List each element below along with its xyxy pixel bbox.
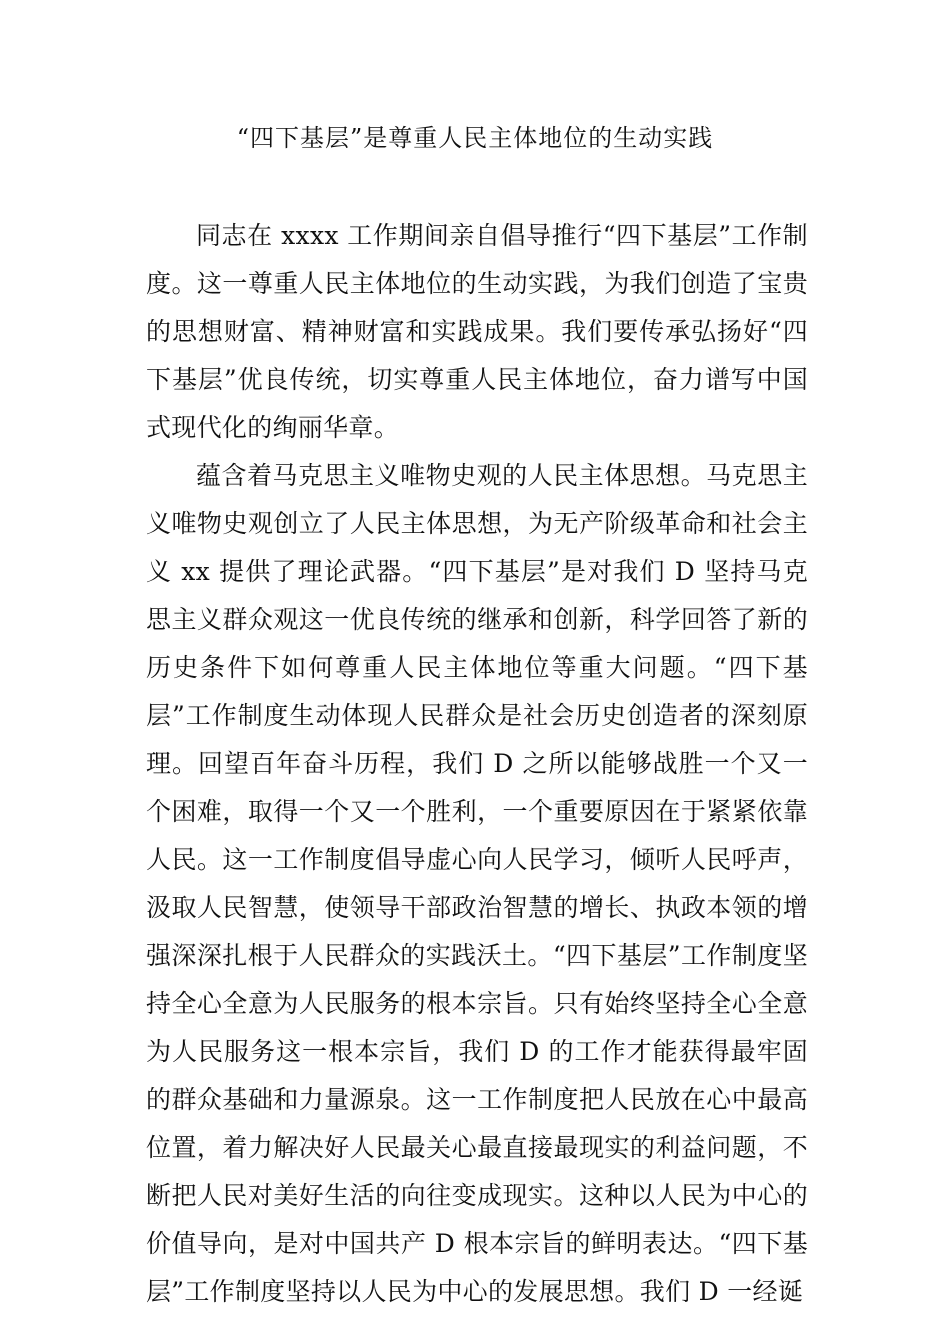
document-body [146, 212, 808, 1316]
document-title: “四下基层”是尊重人民主体地位的生动实践 [236, 124, 714, 152]
paragraph-intro: 同志在 xxxx 工作期间亲自倡导推行“四下基层”工作制度。这一尊重人民主体地位的生动实践，为我们创造了宝贵的思想财富、精神财富和实践成果。我们要传承弘扬好“四下基层”优良传统，切实尊重人民主体地位，奋力谱写中国式现代化的绚丽华章。 [146, 221, 808, 442]
paragraph-main: 蕴含着马克思主义唯物史观的人民主体思想。马克思主义唯物史观创立了人民主体思想，为无产阶级革命和社会主义 xx 提供了理论武器。“四下基层”是对我们 D 坚持马克思主义群众观这一优良传统的继承和创新，科学回答了新的历史条件下如何尊重人民主体地位等重大问题。“四下基层”工作制度生动体现人民群众是社会历史创造者的深刻原理。回望百年奋斗历程，我们 D 之所以能够战胜一个又一个困难，取得一个又一个胜利，一个重要原因在于紧紧依靠人民。这一工作制度倡导虚心向人民学习，倾听人民呼声，汲取人民智慧，使领导干部政治智慧的增长、执政本领的增强深深扎根于人民群众的实践沃土。“四下基层”工作制度坚持全心全意为人民服务的根本宗旨。只有始终坚持全心全意为人民服务这一根本宗旨，我们 D 的工作才能获得最牢固的群众基础和力量源泉。这一工作制度把人民放在心中最高位置，着力解决好人民最关心最直接最现实的利益问题，不断把人民对美好生活的向往变成现实。这种以人民为中心的价值导向，是对中国共产 D 根本宗旨的鲜明表达。“四下基层”工作制度坚持以人民为中心的发展思想。我们 D 一经诞 [146, 461, 808, 1306]
